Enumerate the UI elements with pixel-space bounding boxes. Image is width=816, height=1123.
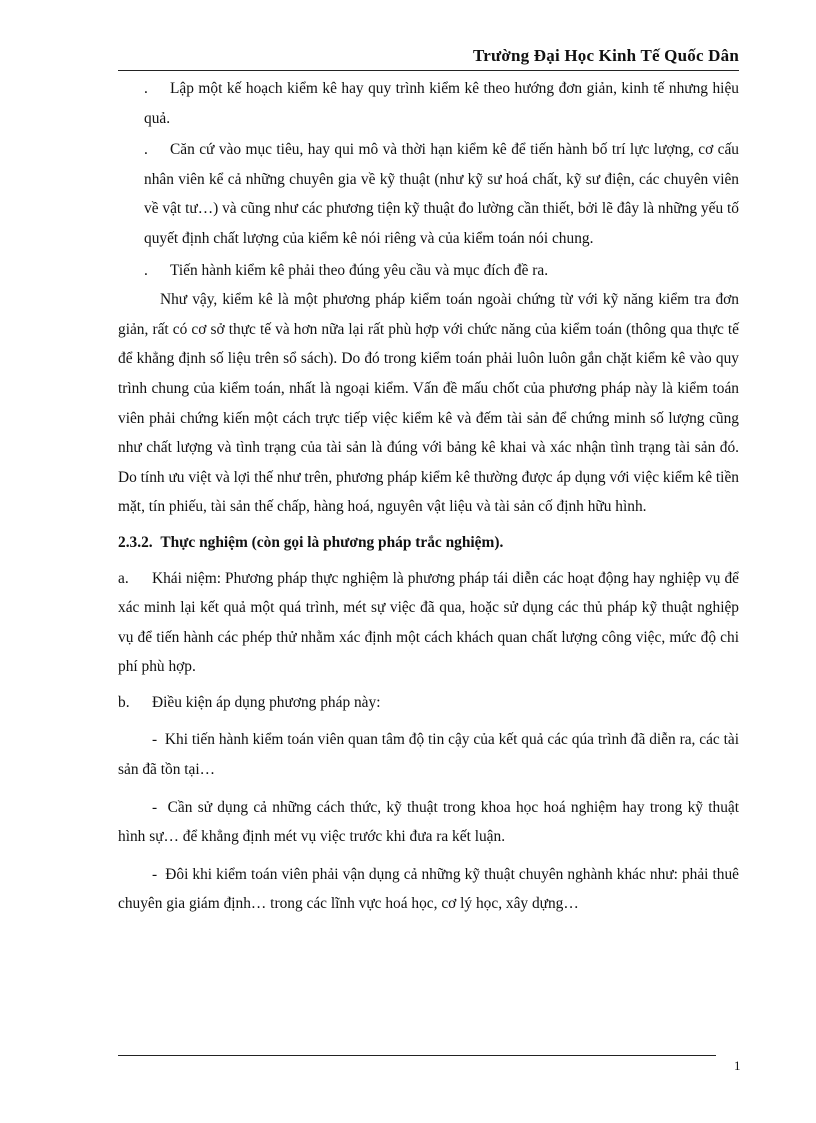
bullet-text: Lập một kế hoạch kiểm kê hay quy trình kiểm kê theo hướng đơn giản, kinh tế nhưng hiệu quả. — [144, 80, 739, 127]
section-title: Thực nghiệm (còn gọi là phương pháp trắc nghiệm). — [160, 533, 504, 551]
item-b-label: b. — [118, 693, 130, 711]
dash-item — [118, 793, 739, 852]
dash-text: Đôi khi kiểm toán viên phải vận dụng cả những kỹ thuật chuyên nghành khác như: phải thuê chuyên gia giám định… trong các lĩnh vực hoá học, cơ lý học, xây dựng… — [118, 865, 739, 913]
bullet-marker: . — [144, 261, 148, 279]
bullet-item — [118, 256, 739, 286]
bullet-marker: . — [144, 80, 148, 97]
header-title: Trường Đại Học Kinh Tế Quốc Dân — [472, 46, 739, 65]
bullet-item — [118, 74, 739, 133]
item-b — [118, 688, 739, 718]
dash-text: Cần sử dụng cả những cách thức, kỹ thuật trong khoa học hoá nghiệm hay trong kỹ thuật hình sự… để khẳng định mét vụ việc trước khi đưa ra kết luận. — [118, 798, 739, 846]
footer-rule — [118, 1055, 716, 1056]
page-header — [118, 46, 739, 71]
dash-marker: - — [152, 798, 158, 816]
dash-marker: - — [152, 731, 158, 749]
bullet-marker: . — [144, 141, 148, 159]
dash-text: Khi tiến hành kiểm toán viên quan tâm độ tin cậy của kết quả các qúa trình đã diễn ra, các tài sản đã tồn tại… — [118, 731, 740, 779]
item-a-text: Khái niệm: Phương pháp thực nghiệm là phương pháp tái diễn các hoạt động hay nghiệp vụ để xác minh lại kết quả một quá trình, mét sự việc đã qua, hoặc sử dụng các thủ pháp kỹ thuật nghiệp vụ để tiến hành các phép thử nhằm xác định một cách khách quan chất lượng công việc, mức độ chi phí phù hợp. — [118, 569, 739, 676]
bullet-text: Căn cứ vào mục tiêu, hay qui mô và thời hạn kiểm kê để tiến hành bố trí lực lượng, cơ cấu nhân viên kể cả những chuyên gia về kỹ thuật (như kỹ sư hoá chất, kỹ sư điện, các chuyên viên về vật tư…) và cũng như các phương tiện kỹ thuật đo lường cần thiết, bởi lẽ đây là những yếu tố quyết định chất lượng của kiểm kê nói riêng và của kiểm toán nói chung. — [144, 141, 739, 247]
item-b-text: Điều kiện áp dụng phương pháp này: — [152, 693, 381, 711]
dash-marker: - — [152, 865, 158, 883]
bullet-text: Tiến hành kiểm kê phải theo đúng yêu cầu và mục đích đề ra. — [170, 261, 549, 279]
body-paragraph: Như vậy, kiểm kê là một phương pháp kiểm toán ngoài chứng từ với kỹ năng kiểm tra đơn giản, rất có cơ sở thực tế và hơn nữa lại rất phù hợp với chức năng của kiểm toán (thông qua thực tế để khẳng định số liệu trên sổ sách). Do đó trong kiểm toán phải luôn luôn gắn chặt kiểm kê vào quy trình chung của kiểm toán, nhất là ngoại kiểm. Vấn đề mấu chốt của phương pháp này là kiểm toán viên phải chứng kiến một cách trực tiếp việc kiểm kê và đếm tài sản để chứng minh số lượng cũng như chất lượng và tình trạng của tài sản là đúng với bảng kê khai và xác nhận tình trạng tài sản đó. Do tính ưu việt và lợi thế như trên, phương pháp kiểm kê thường được áp dụng với việc kiểm kê tiền mặt, tín phiếu, tài sản thế chấp, hàng hoá, nguyên vật liệu và tài sản cố định hữu hình. — [118, 291, 739, 516]
item-a-label: a. — [118, 569, 129, 587]
dash-item — [118, 725, 739, 784]
section-number: 2.3.2. — [118, 533, 153, 551]
page-number: 1 — [734, 1058, 741, 1073]
document-body — [118, 72, 739, 919]
section-heading — [118, 528, 739, 558]
item-a — [118, 564, 739, 682]
bullet-item — [118, 135, 739, 253]
dash-item — [118, 860, 739, 919]
